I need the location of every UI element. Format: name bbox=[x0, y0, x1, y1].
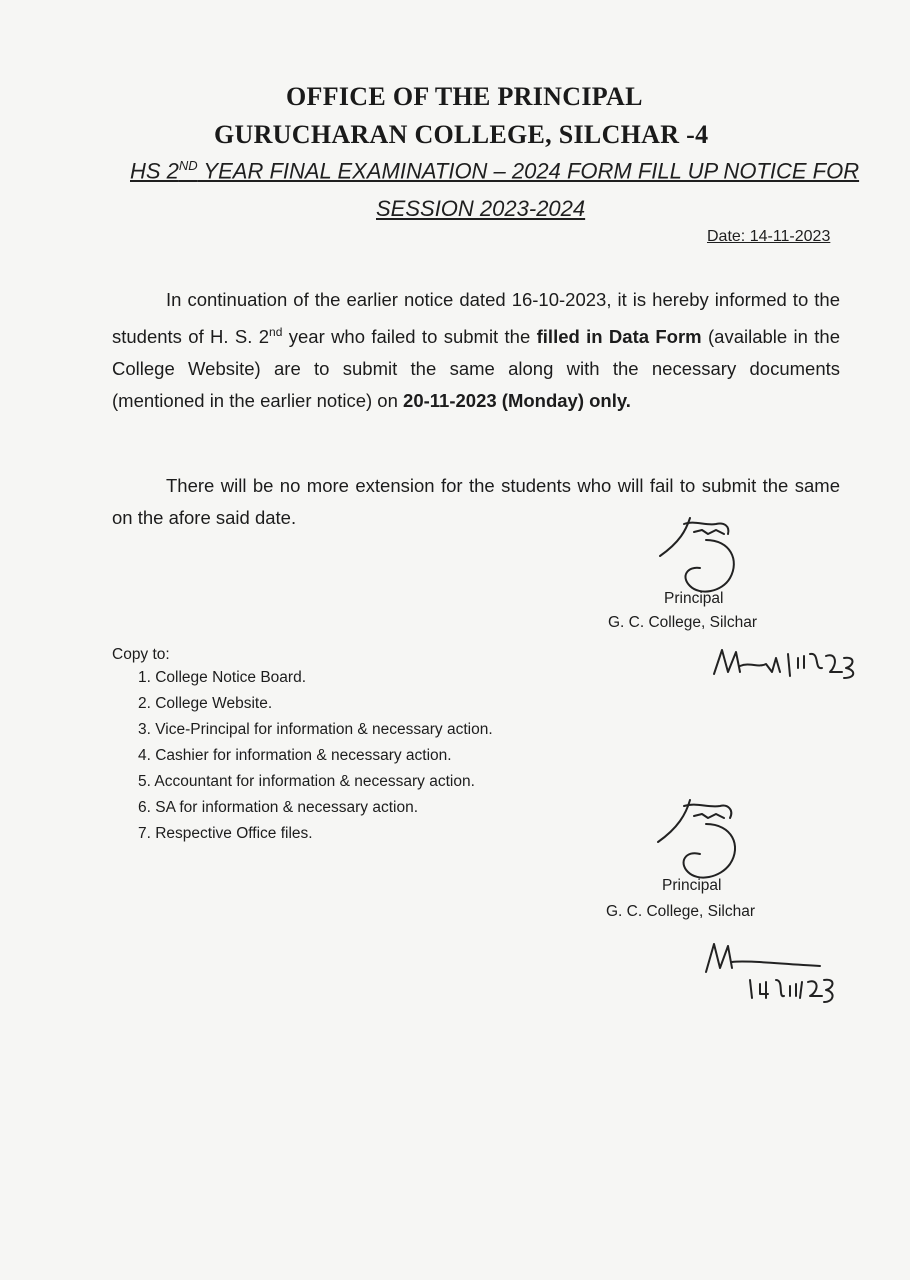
copy-to-item: 4. Cashier for information & necessary action. bbox=[138, 747, 452, 764]
copy-to-item: 7. Respective Office files. bbox=[138, 825, 313, 842]
college-heading: GURUCHARAN COLLEGE, SILCHAR -4 bbox=[214, 120, 709, 149]
signature-1-title: Principal bbox=[664, 590, 724, 607]
initials-date-1 bbox=[710, 642, 860, 686]
notice-subject: HS 2ND YEAR FINAL EXAMINATION – 2024 FORM FILL UP NOTICE FOR bbox=[130, 158, 860, 184]
signature-1-org: G. C. College, Silchar bbox=[608, 614, 758, 631]
notice-session: SESSION 2023-2024 bbox=[376, 196, 586, 221]
office-heading: OFFICE OF THE PRINCIPAL bbox=[286, 82, 643, 111]
initials-date-2 bbox=[700, 932, 840, 1004]
signature-2-org: G. C. College, Silchar bbox=[606, 903, 756, 920]
copy-to-label: Copy to: bbox=[112, 646, 170, 663]
copy-to-item: 3. Vice-Principal for information & necessary action. bbox=[138, 721, 493, 738]
copy-to-item: 6. SA for information & necessary action. bbox=[138, 799, 418, 816]
principal-signature-2 bbox=[650, 794, 750, 890]
notice-paragraph-2: There will be no more extension for the students who will fail to submit the same on the afore said date. bbox=[112, 475, 840, 528]
notice-paragraph-1: In continuation of the earlier notice dated 16-10-2023, it is hereby informed to the students of H. S. 2nd year who failed to submit the filled in Data Form (available in the College Website) are to submit the same along with the necessary documents (mentioned in the earlier notice) on 20-11-2023 (Monday) only. bbox=[112, 289, 840, 412]
copy-to-item: 1. College Notice Board. bbox=[138, 669, 307, 686]
notice-date: Date: 14-11-2023 bbox=[707, 228, 831, 245]
signature-2-title: Principal bbox=[662, 877, 722, 894]
copy-to-item: 2. College Website. bbox=[138, 695, 273, 712]
copy-to-item: 5. Accountant for information & necessary action. bbox=[138, 773, 475, 790]
